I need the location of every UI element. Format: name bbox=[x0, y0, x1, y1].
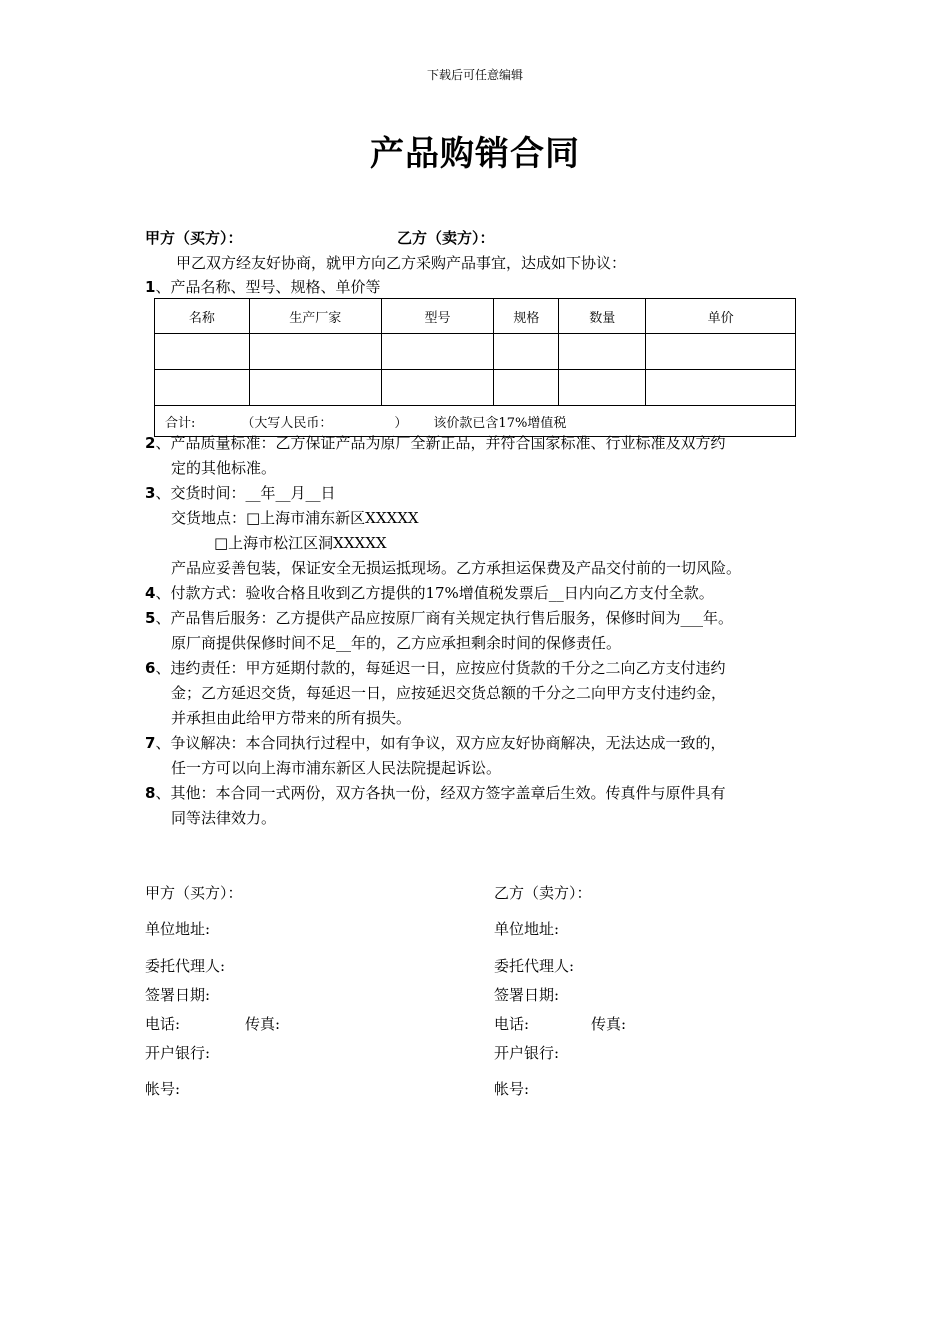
col-name-header: 名称 bbox=[155, 299, 250, 334]
section-3-number: 3 bbox=[145, 484, 156, 502]
section-6 bbox=[145, 658, 725, 678]
sig-left-account: 帐号: bbox=[145, 1080, 181, 1098]
total-caps-label: （大写人民币： bbox=[241, 415, 333, 431]
section-6-line2: 金；乙方延迟交货，每延迟一日，应按延迟交货总额的千分之二向甲方支付违约金， bbox=[171, 684, 727, 702]
section-2-line1: 、产品质量标准：乙方保证产品为原厂全新正品，并符合国家标准、行业标准及双方约 bbox=[155, 434, 726, 452]
delivery-time: 、交货时间：__年__月__日 bbox=[155, 484, 336, 502]
section-7-line1: 、争议解决：本合同执行过程中，如有争议，双方应友好协商解决，无法达成一致的， bbox=[155, 734, 726, 752]
section-6-line3: 并承担由此给甲方带来的所有损失。 bbox=[171, 709, 412, 727]
table-row bbox=[155, 370, 796, 406]
sig-right-date: 签署日期: bbox=[494, 986, 560, 1004]
table-cell[interactable] bbox=[559, 334, 646, 370]
table-cell[interactable] bbox=[494, 334, 559, 370]
section-5-number: 5 bbox=[145, 609, 156, 627]
section-5-line2: 原厂商提供保修时间不足__年的，乙方应承担剩余时间的保修责任。 bbox=[171, 634, 622, 652]
sig-right-phone: 电话: bbox=[494, 1015, 530, 1033]
table-header-row bbox=[155, 299, 796, 334]
col-spec-header: 规格 bbox=[494, 299, 559, 334]
table-row bbox=[155, 334, 796, 370]
section-8 bbox=[145, 783, 725, 803]
section-1-number: 1 bbox=[145, 278, 156, 296]
section-7-number: 7 bbox=[145, 734, 156, 752]
sig-left-address: 单位地址: bbox=[145, 920, 211, 938]
sig-left-date: 签署日期: bbox=[145, 986, 211, 1004]
section-3 bbox=[145, 483, 335, 503]
table-cell[interactable] bbox=[381, 370, 494, 406]
header-note: 下载后可任意编辑 bbox=[426, 68, 523, 82]
section-4 bbox=[145, 583, 714, 603]
section-4-text: 、付款方式：验收合格且收到乙方提供的17%增值税发票后__日内向乙方支付全款。 bbox=[155, 584, 714, 602]
product-table bbox=[154, 298, 796, 437]
sig-right-bank: 开户银行: bbox=[494, 1044, 560, 1062]
intro-text: 甲乙双方经友好协商，就甲方向乙方采购产品事宜，达成如下协议： bbox=[176, 254, 627, 272]
sig-left-bank: 开户银行: bbox=[145, 1044, 211, 1062]
col-manufacturer-header: 生产厂家 bbox=[249, 299, 381, 334]
table-cell[interactable] bbox=[494, 370, 559, 406]
section-6-number: 6 bbox=[145, 659, 156, 677]
sig-left-phone: 电话: bbox=[145, 1015, 181, 1033]
total-label: 合计: bbox=[165, 415, 196, 431]
sig-right-account: 帐号: bbox=[494, 1080, 530, 1098]
total-caps-close: ） bbox=[394, 415, 408, 431]
section-5 bbox=[145, 608, 733, 628]
sig-right-address: 单位地址: bbox=[494, 920, 560, 938]
table-total-row bbox=[155, 406, 796, 437]
section-8-line2: 同等法律效力。 bbox=[171, 809, 277, 827]
col-quantity-header: 数量 bbox=[559, 299, 646, 334]
table-cell[interactable] bbox=[646, 334, 796, 370]
sig-right-agent: 委托代理人: bbox=[494, 957, 575, 975]
section-7-line2: 任一方可以向上海市浦东新区人民法院提起诉讼。 bbox=[171, 759, 502, 777]
table-cell[interactable] bbox=[155, 334, 250, 370]
sig-left-agent: 委托代理人: bbox=[145, 957, 226, 975]
col-price-header: 单价 bbox=[646, 299, 796, 334]
section-2-line2: 定的其他标准。 bbox=[171, 459, 277, 477]
col-model-header: 型号 bbox=[381, 299, 494, 334]
delivery-place: 交货地点：□上海市浦东新区XXXXX bbox=[171, 509, 419, 527]
party-a-label: 甲方（买方）： bbox=[145, 229, 243, 247]
section-5-line1: 、产品售后服务：乙方提供产品应按原厂商有关规定执行售后服务，保修时间为___年。 bbox=[155, 609, 733, 627]
section-7 bbox=[145, 733, 725, 753]
table-cell[interactable] bbox=[559, 370, 646, 406]
section-1 bbox=[145, 277, 380, 297]
table-cell[interactable] bbox=[249, 334, 381, 370]
sig-right-fax: 传真: bbox=[591, 1015, 627, 1033]
party-b-label: 乙方（卖方）： bbox=[397, 229, 495, 247]
table-cell[interactable] bbox=[381, 334, 494, 370]
table-cell[interactable] bbox=[646, 370, 796, 406]
section-2 bbox=[145, 433, 725, 453]
packaging-text: 产品应妥善包装，保证安全无损运抵现场。乙方承担运保费及产品交付前的一切风险。 bbox=[171, 559, 742, 577]
section-1-text: 、产品名称、型号、规格、单价等 bbox=[155, 278, 381, 296]
section-4-number: 4 bbox=[145, 584, 156, 602]
section-8-number: 8 bbox=[145, 784, 156, 802]
section-6-line1: 、违约责任：甲方延期付款的，每延迟一日，应按应付货款的千分之二向乙方支付违约 bbox=[155, 659, 726, 677]
sig-left-fax: 传真: bbox=[245, 1015, 281, 1033]
delivery-place-2: □上海市松江区洞XXXXX bbox=[214, 534, 387, 552]
section-2-number: 2 bbox=[145, 434, 156, 452]
tax-note: 该价款已含17%增值税 bbox=[433, 415, 567, 431]
section-8-line1: 、其他：本合同一式两份，双方各执一份，经双方签字盖章后生效。传真件与原件具有 bbox=[155, 784, 726, 802]
table-cell[interactable] bbox=[155, 370, 250, 406]
table-cell[interactable] bbox=[249, 370, 381, 406]
sig-right-party: 乙方（卖方）： bbox=[494, 884, 592, 902]
sig-left-party: 甲方（买方）： bbox=[145, 884, 243, 902]
contract-title: 产品购销合同 bbox=[370, 134, 580, 174]
total-cell bbox=[155, 406, 796, 437]
